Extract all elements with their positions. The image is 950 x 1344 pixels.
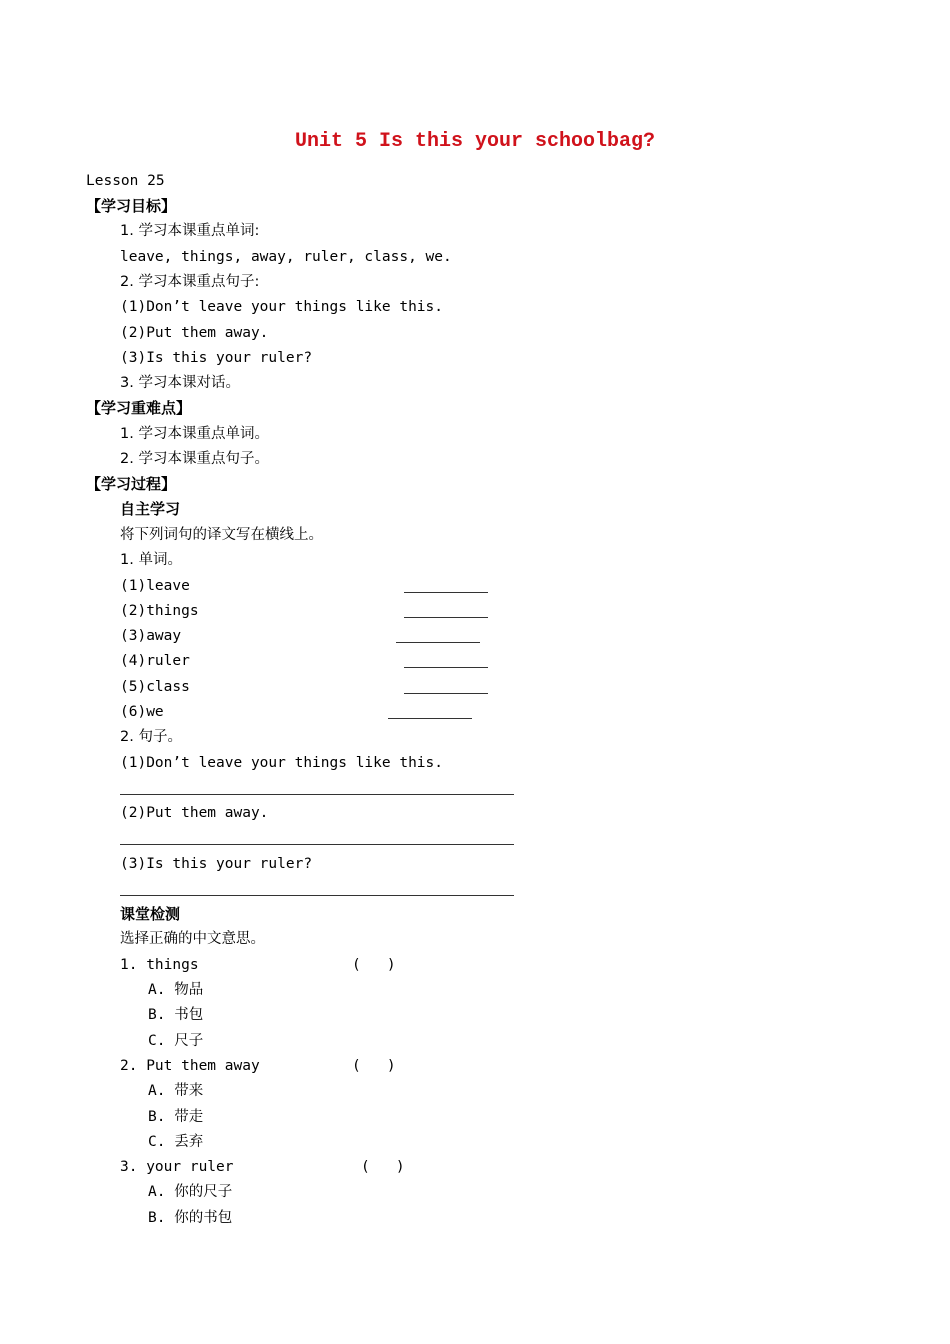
answer-blank[interactable]	[404, 592, 488, 593]
word-item: (4)ruler	[120, 653, 190, 669]
answer-blank[interactable]	[396, 642, 480, 643]
goal-words: leave, things, away, ruler, class, we.	[120, 249, 452, 265]
goals-heading: 【学习目标】	[86, 197, 177, 215]
sentence-item: (3)Is this your ruler?	[120, 856, 313, 872]
word-item: (1)leave	[120, 578, 190, 594]
answer-blank[interactable]	[404, 617, 488, 618]
key-point-2: 2. 学习本课重点句子。	[120, 451, 269, 467]
self-study-heading: 自主学习	[120, 500, 181, 518]
answer-line[interactable]	[120, 895, 514, 896]
words-heading: 1. 单词。	[120, 552, 182, 568]
goal-3: 3. 学习本课对话。	[120, 375, 240, 391]
question-3: 3. your ruler	[120, 1159, 234, 1175]
answer-bracket[interactable]: ( )	[352, 1058, 396, 1074]
page-title: Unit 5 Is this your schoolbag?	[294, 130, 656, 153]
answer-bracket[interactable]: ( )	[352, 957, 396, 973]
option-a: A. 你的尺子	[148, 1184, 233, 1200]
answer-blank[interactable]	[388, 718, 472, 719]
sentences-heading: 2. 句子。	[120, 729, 182, 745]
answer-blank[interactable]	[404, 693, 488, 694]
word-item: (2)things	[120, 603, 199, 619]
key-points-heading: 【学习重难点】	[86, 399, 192, 417]
question-1: 1. things	[120, 957, 199, 973]
goal-sentence-2: (2)Put them away.	[120, 325, 269, 341]
option-a: A. 带来	[148, 1083, 204, 1099]
answer-bracket[interactable]: ( )	[361, 1159, 405, 1175]
option-a: A. 物品	[148, 982, 204, 998]
answer-line[interactable]	[120, 794, 514, 795]
quiz-heading: 课堂检测	[120, 905, 181, 923]
option-c: C. 丢弃	[148, 1134, 204, 1150]
option-b: B. 带走	[148, 1109, 204, 1125]
lesson-label: Lesson 25	[86, 173, 165, 189]
goal-sentence-3: (3)Is this your ruler?	[120, 350, 313, 366]
sentence-item: (1)Don’t leave your things like this.	[120, 755, 444, 771]
word-item: (3)away	[120, 628, 182, 644]
option-b: B. 你的书包	[148, 1210, 233, 1226]
process-heading: 【学习过程】	[86, 475, 177, 493]
option-c: C. 尺子	[148, 1033, 204, 1049]
goal-1: 1. 学习本课重点单词:	[120, 223, 260, 239]
word-item: (6)we	[120, 704, 164, 720]
word-item: (5)class	[120, 679, 190, 695]
option-b: B. 书包	[148, 1007, 204, 1023]
key-point-1: 1. 学习本课重点单词。	[120, 426, 269, 442]
sentence-item: (2)Put them away.	[120, 805, 269, 821]
self-study-instruction: 将下列词句的译文写在横线上。	[120, 527, 323, 543]
question-2: 2. Put them away	[120, 1058, 260, 1074]
answer-blank[interactable]	[404, 667, 488, 668]
goal-sentence-1: (1)Don’t leave your things like this.	[120, 299, 444, 315]
goal-2: 2. 学习本课重点句子:	[120, 274, 260, 290]
answer-line[interactable]	[120, 844, 514, 845]
quiz-instruction: 选择正确的中文意思。	[120, 931, 265, 947]
